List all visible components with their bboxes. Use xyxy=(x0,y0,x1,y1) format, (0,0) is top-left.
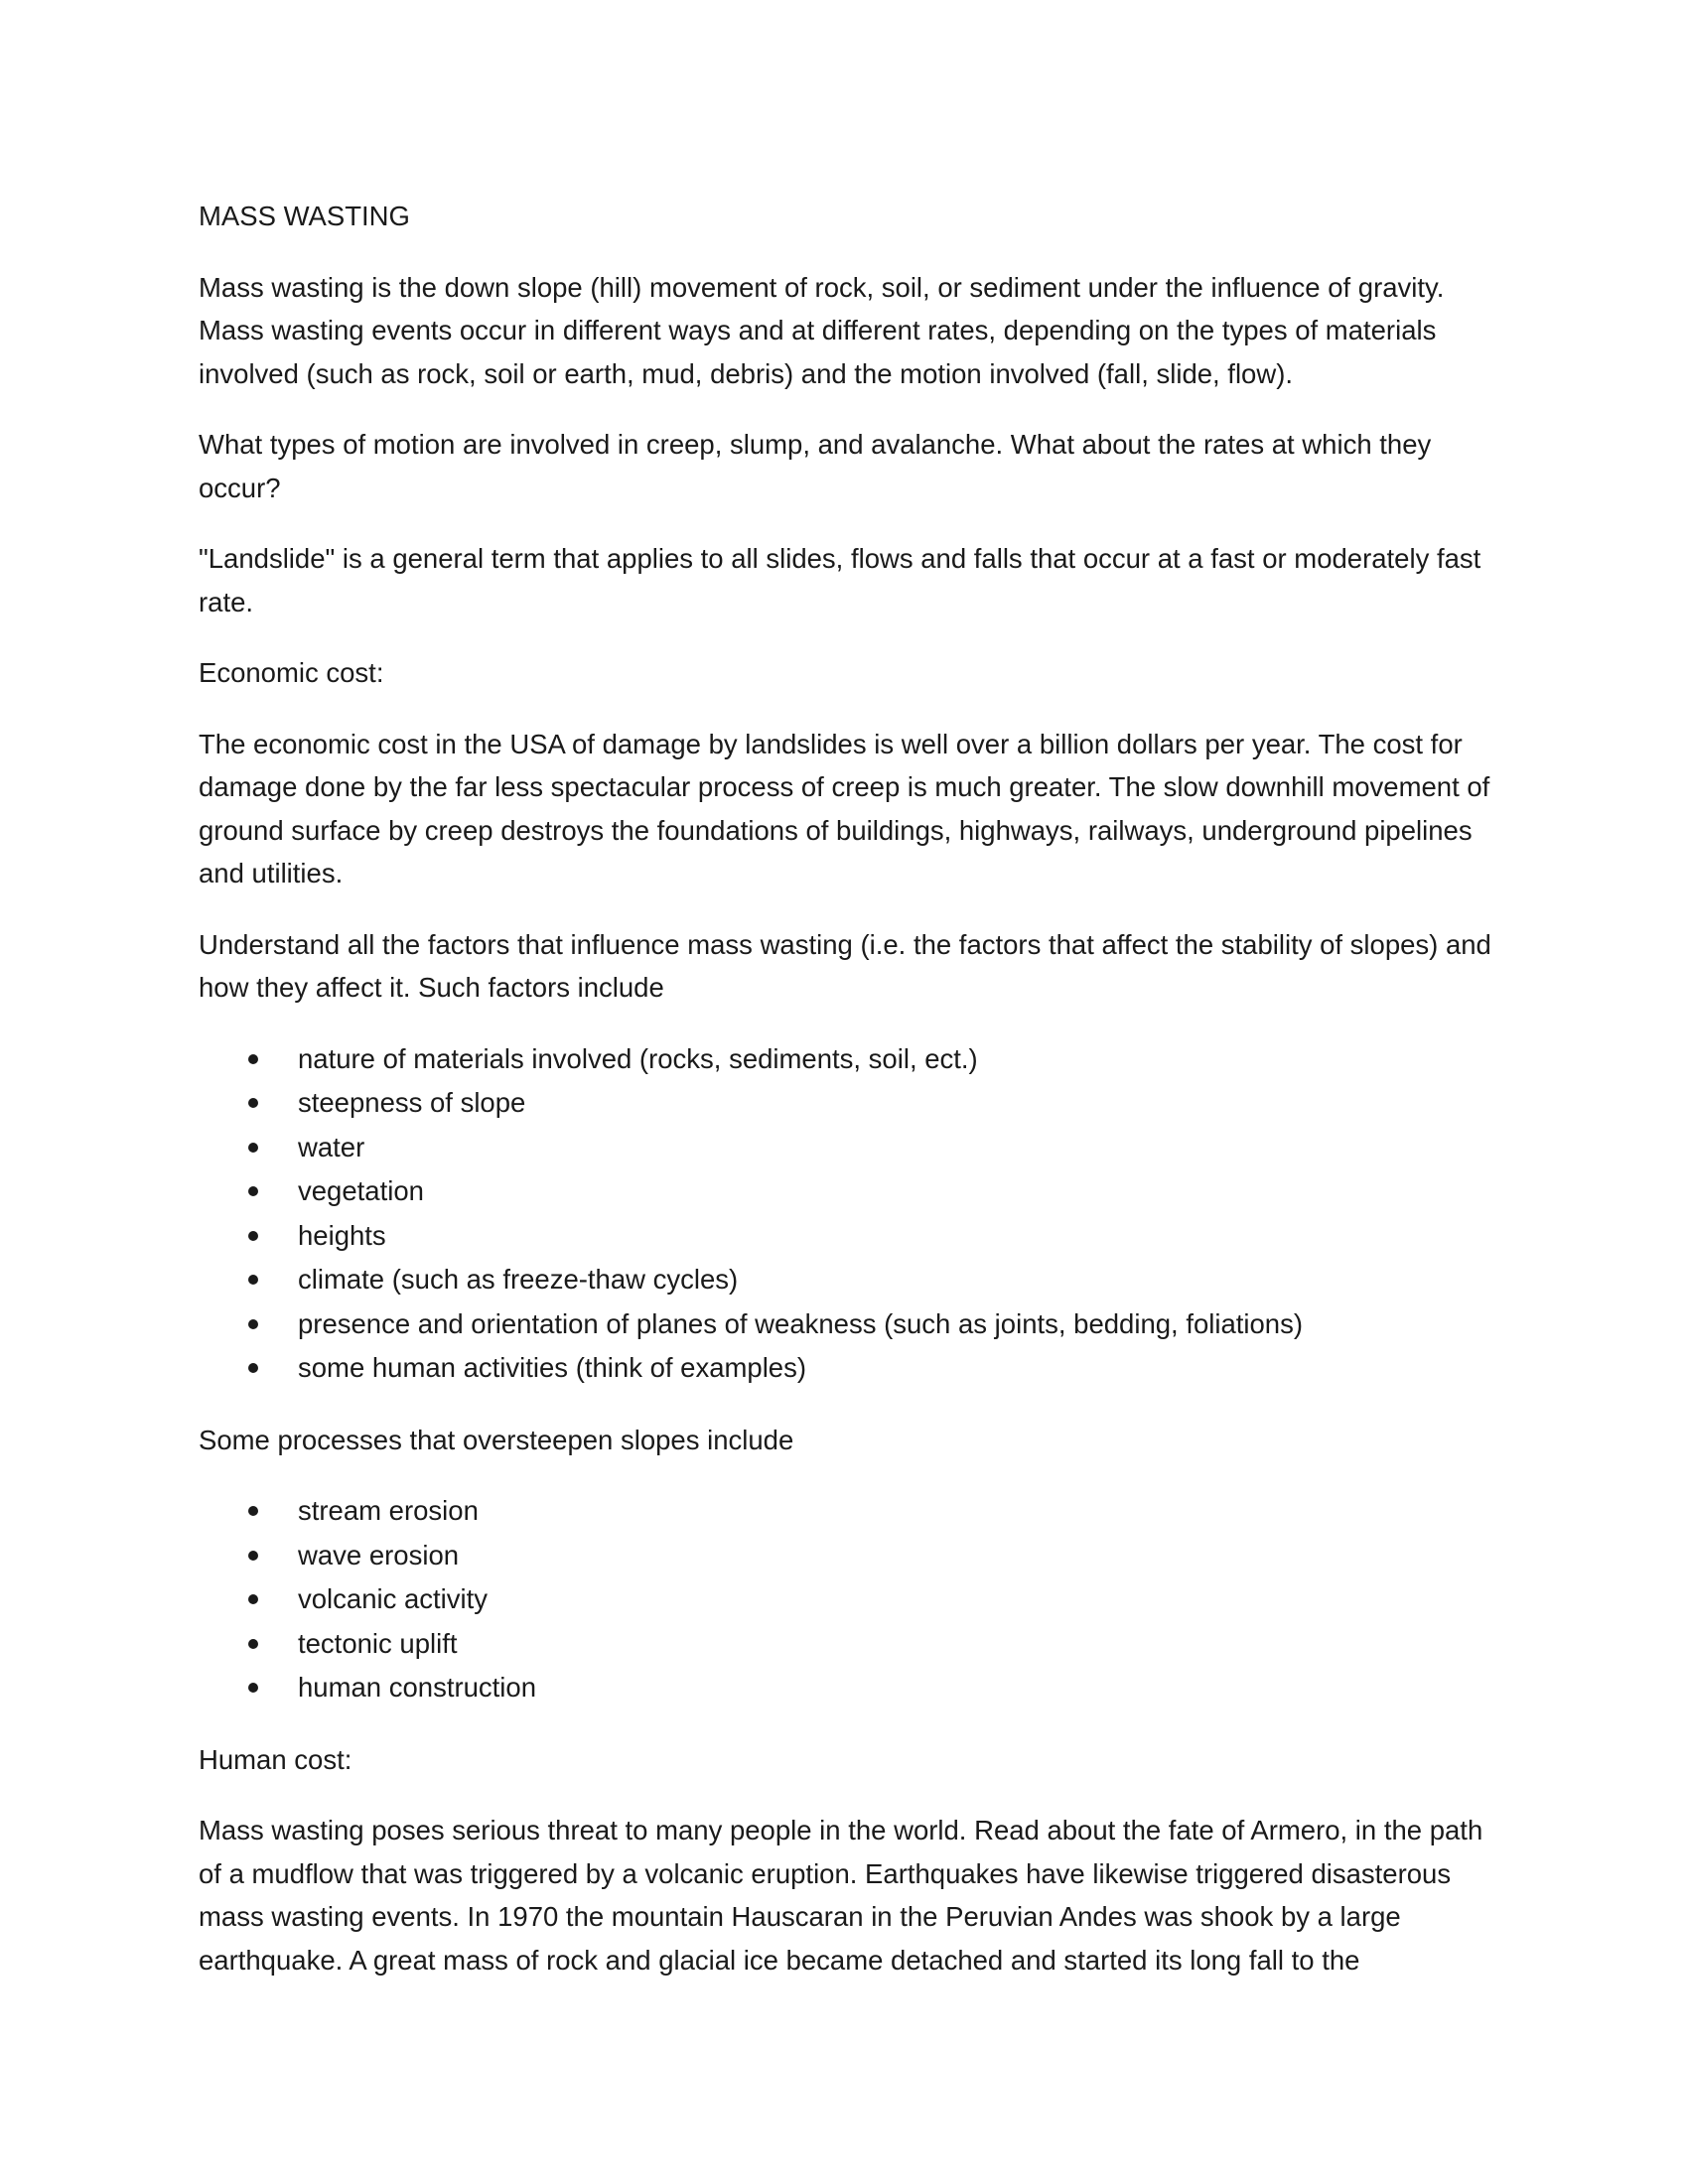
heading-human-cost: Human cost: xyxy=(199,1743,352,1775)
list-item xyxy=(199,1169,1509,1214)
paragraph-processes-intro: Some processes that oversteepen slopes include xyxy=(199,1424,794,1455)
list-item-text: heights xyxy=(298,1219,386,1251)
list-item xyxy=(199,1489,1509,1534)
list-item xyxy=(199,1534,1509,1578)
list-item-text: presence and orientation of planes of weakness (such as joints, bedding, foliations) xyxy=(298,1307,1304,1339)
list-item xyxy=(199,1666,1509,1710)
list-item-text: vegetation xyxy=(298,1175,424,1206)
bullet-icon xyxy=(248,1639,258,1649)
bullet-icon xyxy=(248,1054,258,1064)
list-item-text: water xyxy=(298,1131,365,1162)
list-item-text: nature of materials involved (rocks, sediments, soil, ect.) xyxy=(298,1042,978,1074)
list-item xyxy=(199,1081,1509,1126)
bullet-icon xyxy=(248,1186,258,1196)
paragraph-economic-cost: The economic cost in the USA of damage by landslides is well over a billion dollars per year. The cost for damage done by the far less spectacular process of creep is much greater. The slow downhill movement of ground surface by creep destroys the foundations of buildings, highways, railways, underground pipelines and utilities. xyxy=(199,728,1490,888)
document-page xyxy=(199,195,1509,2009)
list-item-text: wave erosion xyxy=(298,1539,460,1570)
list-item xyxy=(199,1577,1509,1622)
bullet-icon xyxy=(248,1683,258,1693)
factors-list xyxy=(199,1037,1509,1391)
document-title: MASS WASTING xyxy=(199,201,410,231)
list-item xyxy=(199,1258,1509,1302)
list-item xyxy=(199,1622,1509,1667)
processes-list xyxy=(199,1489,1509,1710)
paragraph-landslide: "Landslide" is a general term that applies to all slides, flows and falls that occur at a fast or moderately fast rate. xyxy=(199,543,1481,617)
paragraph-human-cost: Mass wasting poses serious threat to many people in the world. Read about the fate of Armero, in the path of a mudflow that was triggered by a volcanic eruption. Earthquakes have likewise triggered disasterous mass wasting events. In 1970 the mountain Hauscaran in the Peruvian Andes was shook by a large earthquake. A great mass of rock and glacial ice became detached and started its long fall to the xyxy=(199,1815,1483,1976)
bullet-icon xyxy=(248,1506,258,1516)
list-item-text: human construction xyxy=(298,1672,536,1703)
list-item-text: stream erosion xyxy=(298,1495,479,1526)
bullet-icon xyxy=(248,1143,258,1153)
bullet-icon xyxy=(248,1319,258,1329)
list-item xyxy=(199,1346,1509,1391)
list-item-text: steepness of slope xyxy=(298,1087,526,1118)
bullet-icon xyxy=(248,1275,258,1285)
bullet-icon xyxy=(248,1551,258,1561)
list-item xyxy=(199,1214,1509,1259)
list-item xyxy=(199,1037,1509,1082)
list-item xyxy=(199,1302,1509,1347)
bullet-icon xyxy=(248,1594,258,1604)
list-item-text: volcanic activity xyxy=(298,1583,489,1614)
paragraph-question: What types of motion are involved in creep, slump, and avalanche. What about the rates at which they occur? xyxy=(199,429,1432,503)
paragraph-definition: Mass wasting is the down slope (hill) movement of rock, soil, or sediment under the influence of gravity. Mass wasting events occur in different ways and at different rates, depending on the types of materials involved (such as rock, soil or earth, mud, debris) and the motion involved (fall, slide, flow). xyxy=(199,271,1445,389)
list-item xyxy=(199,1126,1509,1170)
paragraph-factors-intro: Understand all the factors that influence mass wasting (i.e. the factors that affect the stability of slopes) and how they affect it. Such factors include xyxy=(199,928,1491,1003)
bullet-icon xyxy=(248,1098,258,1108)
list-item-text: tectonic uplift xyxy=(298,1627,458,1659)
list-item-text: climate (such as freeze-thaw cycles) xyxy=(298,1264,739,1295)
bullet-icon xyxy=(248,1363,258,1373)
list-item-text: some human activities (think of examples) xyxy=(298,1352,807,1383)
bullet-icon xyxy=(248,1231,258,1241)
heading-economic-cost: Economic cost: xyxy=(199,657,384,688)
